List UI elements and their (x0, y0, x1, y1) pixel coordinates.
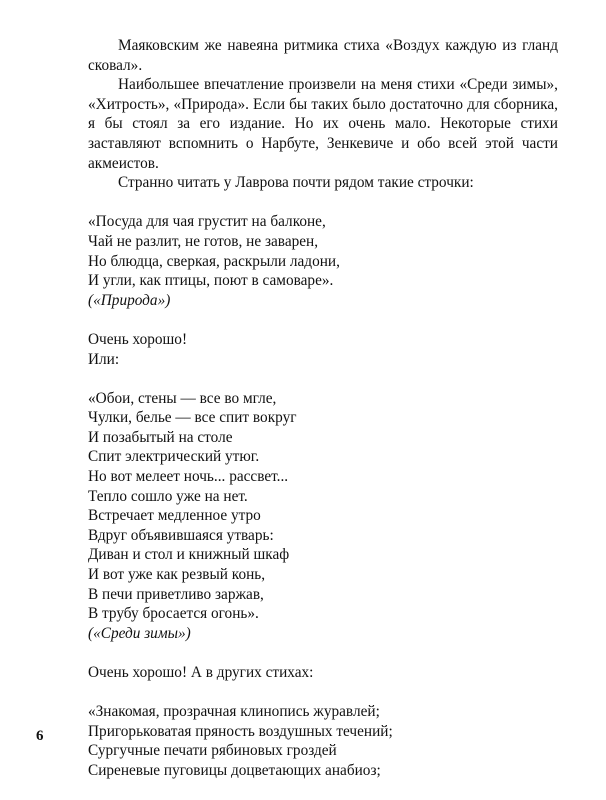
poem-line: Пригорьковатая пряность воздушных течений; (88, 722, 393, 740)
blank-line (88, 193, 558, 213)
poem-line: «Знакомая, прозрачная клинопись журавлей; (88, 703, 380, 721)
poem-line: В трубу бросается огонь». (88, 605, 259, 623)
poem-line: «Посуда для чая грустит на балконе, (88, 213, 326, 231)
poem-line: И позабытый на столе (88, 428, 233, 446)
comment: Очень хорошо! (88, 330, 188, 348)
poem-line: Вдруг объявившаяся утварь: (88, 526, 274, 544)
paragraph: Наибольшее впечатление произвели на меня стихи «Среди зимы», «Хитрость», «Природа». Если бы таких было достаточно для сборника, я бы стоял за его издание. Но их очень мало. Некоторые стихи заставляют вспомнить о Нарбуте, Зенкевиче и обо всей этой части акмеистов. (88, 76, 558, 172)
poem-line: Спит электрический утюг. (88, 448, 260, 466)
poem-source: («Среди зимы») (88, 624, 191, 642)
poem-line: Встречает медленное утро (88, 507, 261, 525)
poem-line: И угли, как птицы, поют в самоваре». (88, 272, 334, 290)
blank-line (88, 643, 558, 663)
poem-line: Диван и стол и книжный шкаф (88, 546, 290, 564)
comment: Или: (88, 350, 120, 368)
poem-line: Сургучные печати рябиновых гроздей (88, 742, 337, 760)
poem-line: Но блюдца, сверкая, раскрыли ладони, (88, 252, 340, 270)
blank-line (88, 683, 558, 703)
poem-source: («Природа») (88, 291, 171, 309)
poem-line: В печи приветливо заржав, (88, 585, 264, 603)
poem-line: Тепло сошло уже на нет. (88, 487, 248, 505)
poem-line: И вот уже как резвый конь, (88, 566, 266, 584)
page-text (88, 36, 558, 781)
paragraph: Маяковским же навеяна ритмика стиха «Воздух каждую из гланд сковал». (88, 37, 558, 74)
poem-line: Чулки, белье — все спит вокруг (88, 409, 297, 427)
paragraph: Странно читать у Лаврова почти рядом такие строчки: (118, 174, 474, 192)
poem-line: Сиреневые пуговицы доцветающих анабиоз; (88, 761, 381, 779)
blank-line (88, 369, 558, 389)
page-number: 6 (36, 728, 44, 744)
poem-line: «Обои, стены — все во мгле, (88, 389, 277, 407)
poem-line: Но вот мелеет ночь... рассвет... (88, 468, 289, 486)
poem-line: Чай не разлит, не готов, не заварен, (88, 232, 319, 250)
blank-line (88, 310, 558, 330)
comment: Очень хорошо! А в других стихах: (88, 664, 314, 681)
